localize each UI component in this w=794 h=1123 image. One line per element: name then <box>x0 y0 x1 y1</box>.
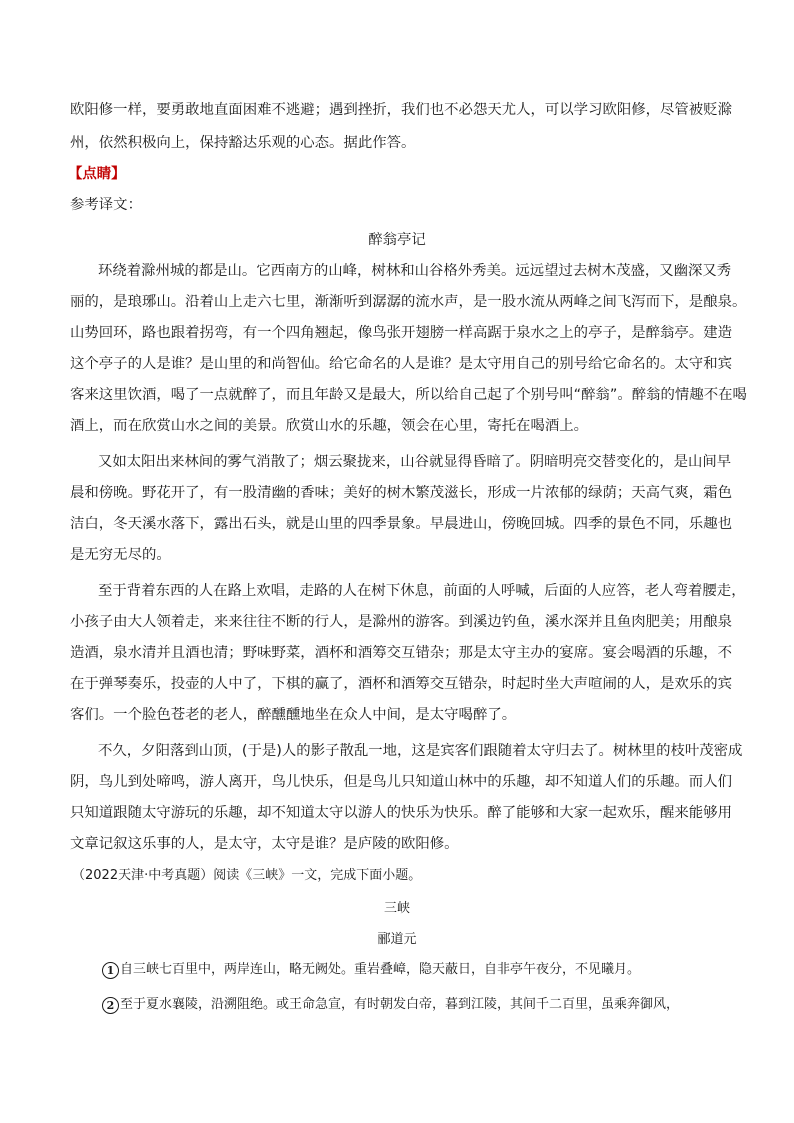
translation-label: 参考译文： <box>70 197 142 213</box>
essay-title: 醉翁亭记 <box>368 232 426 248</box>
essay-line: 文章记叙这乐事的人，是太守，太守是谁？是庐陵的欧阳修。 <box>70 836 459 852</box>
essay-line: 丽的，是琅琊山。沿着山上走六七里，渐渐听到潺潺的流水声，是一股水流从两峰之间飞泻而下，是酿泉。 <box>70 294 747 310</box>
paragraph-text: 至于夏水襄陵，沿溯阻绝。或王命急宣，有时朝发白帝，暮到江陵，其间千二百里，虽乘奔御风， <box>120 997 680 1012</box>
essay-line: 不久，夕阳落到山顶，(于是)人的影子散乱一地，这是宾客们跟随着太守归去了。树林里的枝叶茂密成 <box>98 743 743 759</box>
essay-line: 客来这里饮酒，喝了一点就醉了，而且年龄又是最大，所以给自己起了个别号叫“醉翁”。醉翁的情趣不在喝 <box>70 387 747 403</box>
question-intro: （2022天津·中考真题）阅读《三峡》一文，完成下面小题。 <box>72 868 422 883</box>
essay-line: 晨和傍晚。野花开了，有一股清幽的香味；美好的树木繁茂滋长，形成一片浓郁的绿荫；天高气爽，霜色 <box>70 485 732 501</box>
essay-line: 只知道跟随太守游玩的乐趣，却不知道太守以游人的快乐为快乐。醉了能够和大家一起欢乐，醒来能够用 <box>70 805 732 821</box>
paragraph-number-1: 1 <box>102 962 119 979</box>
essay-line: 小孩子由大人领着走，来来往往不断的行人，是滁州的游客。到溪边钓鱼，溪水深并且鱼肉肥美；用酿泉 <box>70 614 732 630</box>
analysis-line: 州，依然积极向上，保持豁达乐观的心态。据此作答。 <box>70 135 416 151</box>
poem-author: 郦道元 <box>377 932 417 947</box>
essay-line: 山势回环，路也跟着拐弯，有一个四角翘起，像鸟张开翅膀一样高踞于泉水之上的亭子，是醉翁亭。建造 <box>70 325 732 341</box>
essay-line: 在于弹琴奏乐，投壶的人中了，下棋的赢了，酒杯和酒筹交互错杂，时起时坐大声喧闹的人，是欢乐的宾 <box>70 676 732 692</box>
essay-line: 客们。一个脸色苍老的老人，醉醺醺地坐在众人中间，是太守喝醉了。 <box>70 707 517 723</box>
paragraph-number-2: 2 <box>102 997 119 1014</box>
poem-paragraph-2 <box>102 995 679 1015</box>
essay-line: 洁白，冬天溪水落下，露出石头，就是山里的四季景象。早晨进山，傍晚回城。四季的景色不同，乐趣也 <box>70 516 732 532</box>
essay-line: 至于背着东西的人在路上欢唱，走路的人在树下休息，前面的人呼喊，后面的人应答，老人弯着腰走， <box>98 583 746 599</box>
essay-line: 这个亭子的人是谁？是山里的和尚智仙。给它命名的人是谁？是太守用自己的别号给它命名的。太守和宾 <box>70 356 732 372</box>
essay-line: 又如太阳出来林间的雾气消散了；烟云聚拢来，山谷就显得昏暗了。阴暗明亮交替变化的，是山间早 <box>98 454 732 470</box>
section-label-dianjing: 【点睛】 <box>68 166 126 182</box>
analysis-line: 欧阳修一样，要勇敢地直面困难不逃避；遇到挫折，我们也不必怨天尤人，可以学习欧阳修，尽管被贬滁 <box>70 102 732 118</box>
poem-title: 三峡 <box>383 901 410 916</box>
essay-line: 阴，鸟儿到处啼鸣，游人离开，鸟儿快乐，但是鸟儿只知道山林中的乐趣，却不知道人们的乐趣。而人们 <box>70 774 732 790</box>
essay-line: 酒上，而在欣赏山水之间的美景。欣赏山水的乐趣，领会在心里，寄托在喝酒上。 <box>70 418 589 434</box>
essay-line: 环绕着滁州城的都是山。它西南方的山峰，树林和山谷格外秀美。远远望过去树木茂盛，又幽深又秀 <box>98 263 732 279</box>
essay-line: 是无穷无尽的。 <box>70 547 171 563</box>
paragraph-text: 自三峡七百里中，两岸连山，略无阙处。重岩叠嶂，隐天蔽日，自非亭午夜分，不见曦月。 <box>120 962 641 977</box>
essay-line: 造酒，泉水清并且酒也清；野味野菜，酒杯和酒筹交互错杂；那是太守主办的宴席。宴会喝酒的乐趣，不 <box>70 645 732 661</box>
poem-paragraph-1 <box>102 960 640 980</box>
